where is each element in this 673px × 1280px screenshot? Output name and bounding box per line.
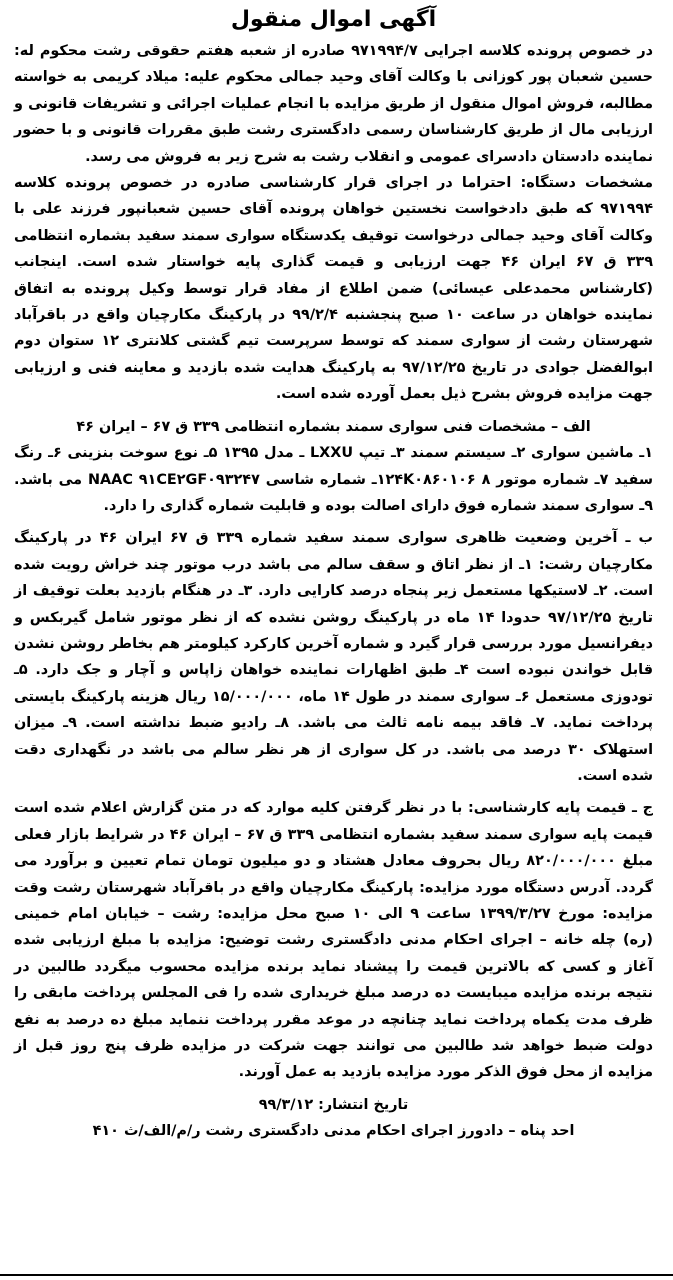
section-a-details: ۱ـ ماشین سواری ۲ـ سیستم سمند ۳ـ تیپ LXXU ـ مدل ۱۳۹۵ ۵ـ نوع سوخت بنزینی ۶ـ رنگ سفید ۷ـ شماره موتور ۸ ۱۲۴K۰۸۶۰۱۰۶ـ شماره شاسی NAAC ۹۱CE۲GF۰۹۳۲۴۷ می باشد. ۹ـ سواری سمند شماره فوق دارای اصالت بوده و قابلیت شماره گذاری را دارد. (14, 445, 653, 514)
device-specs-paragraph: مشخصات دستگاه: احتراما در اجرای قرار کارشناسی صادره در خصوص پرونده کلاسه ۹۷۱۹۹۴ که طبق دادخواست نخستین خواهان پرونده آقای حسین شعبانپور فرزند علی با وکالت آقای وحید جمالی درخواست توقیف یکدستگاه سواری سمند سفید بشماره انتظامی ۳۳۹ ق ۶۷ ایران ۴۶ جهت ارزیابی و قیمت گذاری پایه خواستار شده است. اینجانب (کارشناس محمدعلی عیسائی) ضمن اطلاع از مفاد قرار توسط وکیل پرونده به اتفاق نماینده خواهان در ساعت ۱۰ صبح پنجشنبه ۹۹/۲/۴ در پارکینگ مکارچیان واقع در باقرآباد شهرستان رشت از سواری سمند که توسط سرپرست تیم گشتی کلانتری ۱۲ ستوان دوم ابوالفضل جوادی در تاریخ ۹۷/۱۲/۲۵ به پارکینگ هدایت شده بازدید و معاینه فنی و ارزیابی جهت مزایده فروش بشرح ذیل بعمل آورده شده است. (14, 175, 653, 403)
publish-date: تاریخ انتشار: ۹۹/۳/۱۲ (258, 1096, 409, 1113)
section-b-paragraph: ب ـ آخرین وضعیت ظاهری سواری سمند سفید شماره ۳۳۹ ق ۶۷ ایران ۴۶ در پارکینگ مکارچیان رشت: ۱ـ از نظر اتاق و سقف سالم می باشد درب موتور چند خراش رویت شده است. ۲ـ لاستیکها مستعمل زیر پنجاه درصد کارایی دارد. ۳ـ در هنگام بازدید بعلت توقیف از تاریخ ۹۷/۱۲/۲۵ حدودا ۱۴ ماه در پارکینگ روشن نشده که از نظر موتور شامل گیربکس و دیفرانسیل مورد بررسی قرار گیرد و شماره آخرین کارکرد کیلومتر هم بخاطر روشن نشدن قابل خواندن نبوده است ۴ـ طبق اظهارات نماینده خواهان زاپاس و آچار و جک دارد. ۵ـ تودوزی مستعمل ۶ـ سواری سمند در طول ۱۴ ماه، ۱۵/۰۰۰/۰۰۰ ریال هزینه پارکینگ بایستی پرداخت نماید. ۷ـ فاقد بیمه نامه ثالث می باشد. ۸ـ رادیو ضبط نداشته است. ۹ـ میزان استهلاک ۳۰ درصد می باشد. در کل سواری از هر نظر سالم می باشد در نگهداری دقت شده است. (14, 530, 654, 784)
notice-title: آگهی اموال منقول (230, 7, 437, 32)
intro-paragraph: در خصوص پرونده کلاسه اجرایی ۹۷۱۹۹۴/۷ صادره از شعبه هفتم حقوقی رشت محکوم له: حسین شعبان پور کوزانی با وکالت آقای وحید جمالی محکوم علیه: میلاد کریمی به خواسته مطالبه، فروش اموال منقول از طریق مزایده با انجام عملیات اجرائی و تشریفات قانونی و ارزیابی مال از طریق کارشناسان رسمی دادگستری رشت طبق مقررات قانونی و با حضور نماینده دادستان دادسرای عمومی و انقلاب رشت به شرح زیر به فروش می رسد. (14, 43, 653, 165)
signature-line: احد پناه – دادورز اجرای احکام مدنی دادگستری رشت ر/م/الف/ث ۴۱۰ (92, 1122, 575, 1139)
bottom-border (0, 1274, 673, 1276)
section-a-heading: الف – مشخصات فنی سواری سمند بشماره انتظامی ۳۳۹ ق ۶۷ – ایران ۴۶ (76, 418, 591, 435)
section-c-paragraph: ج ـ قیمت پایه کارشناسی: با در نظر گرفتن کلیه موارد که در متن گزارش اعلام شده است قیمت پایه سواری سمند سفید بشماره انتظامی ۳۳۹ ق ۶۷ – ایران ۴۶ در شرایط بازار فعلی مبلغ ۸۲۰/۰۰۰/۰۰۰ ریال بحروف معادل هشتاد و دو میلیون تومان تمام تعیین و برآورد می گردد. آدرس دستگاه مورد مزایده: پارکینگ مکارچیان واقع در باقرآباد شهرستان رشت وقت مزایده: مورخ ۱۳۹۹/۳/۲۷ ساعت ۹ الی ۱۰ صبح محل مزایده: رشت – خیابان امام خمینی (ره) چله خانه – اجرای احکام مدنی دادگستری رشت توضیح: مزایده با مبلغ ارزیابی شده آغاز و کسی که بالاترین قیمت را پیشناد نماید برنده مزایده محسوب میگردد طالبین در نتیجه برنده مزایده میبایست ده درصد مبلغ خریداری شده را فی المجلس پرداخت مابقی را ظرف مدت یکماه پرداخت نماید چنانچه در موعد مقرر پرداخت ننماید مبلغ ده درصد به نفع دولت ضبط خواهد شد طالبین می توانند جهت شرکت در مزایده ظرف پنج روز قبل از مزایده از محل فوق الذکر مورد مزایده بازدید به عمل آورند. (14, 800, 654, 1081)
